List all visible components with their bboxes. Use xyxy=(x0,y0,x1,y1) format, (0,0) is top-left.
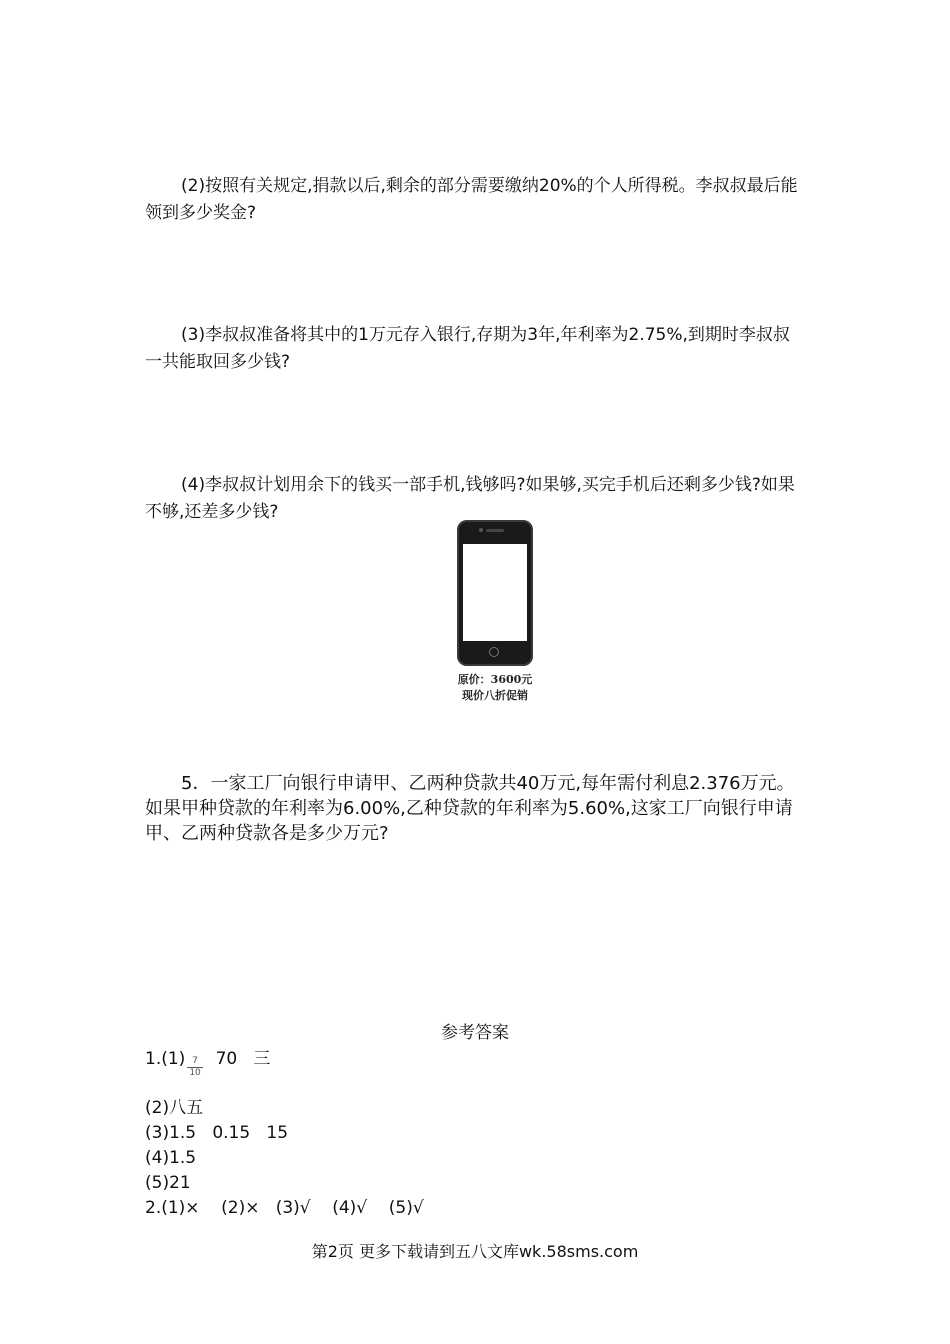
fraction xyxy=(187,1056,202,1079)
page-footer: 第2页 更多下载请到五八文库wk.58sms.com xyxy=(311,1242,639,1261)
fraction-denominator: 10 xyxy=(189,1067,201,1078)
phone-speaker xyxy=(486,529,504,532)
phone-original-price: 原价：3600元 xyxy=(457,673,533,686)
answer-2: 2.(1)× (2)× (3)√ (4)√ (5)√ xyxy=(145,1198,424,1218)
phone-home-button xyxy=(489,647,499,657)
phone-caption xyxy=(430,672,560,704)
question-4-2: (2)按照有关规定,捐款以后,剩余的部分需要缴纳20%的个人所得税。李叔叔最后能领到多少奖金? xyxy=(145,176,798,223)
answers-title: 参考答案 xyxy=(441,1023,509,1043)
answer-1-5: (5)21 xyxy=(145,1173,191,1193)
question-4-3: (3)李叔叔准备将其中的1万元存入银行,存期为3年,年利率为2.75%,到期时李叔叔一共能取回多少钱? xyxy=(145,325,790,372)
phone-discount-note: 现价八折促销 xyxy=(462,689,528,702)
fraction-numerator: 7 xyxy=(187,1056,202,1068)
phone-screen xyxy=(463,544,527,641)
question-5: 5．一家工厂向银行申请甲、乙两种贷款共40万元,每年需付利息2.376万元。如果甲种贷款的年利率为6.00%,乙种贷款的年利率为5.60%,这家工厂向银行申请甲、乙两种贷款各是多少万元? xyxy=(145,773,795,844)
phone-image xyxy=(430,520,560,704)
answer-1-1 xyxy=(145,1047,271,1078)
smartphone-icon xyxy=(457,520,533,666)
answer-1-2: (2)八五 xyxy=(145,1098,204,1118)
answer-1-1-rest: 70 三 xyxy=(204,1049,271,1069)
question-4-4: (4)李叔叔计划用余下的钱买一部手机,钱够吗?如果够,买完手机后还剩多少钱?如果不够,还差多少钱? xyxy=(145,475,795,522)
answer-1-3: (3)1.5 0.15 15 xyxy=(145,1123,289,1143)
phone-camera xyxy=(479,528,483,532)
answer-1-1-prefix: 1.(1) xyxy=(145,1049,186,1069)
answer-1-4: (4)1.5 xyxy=(145,1148,197,1168)
